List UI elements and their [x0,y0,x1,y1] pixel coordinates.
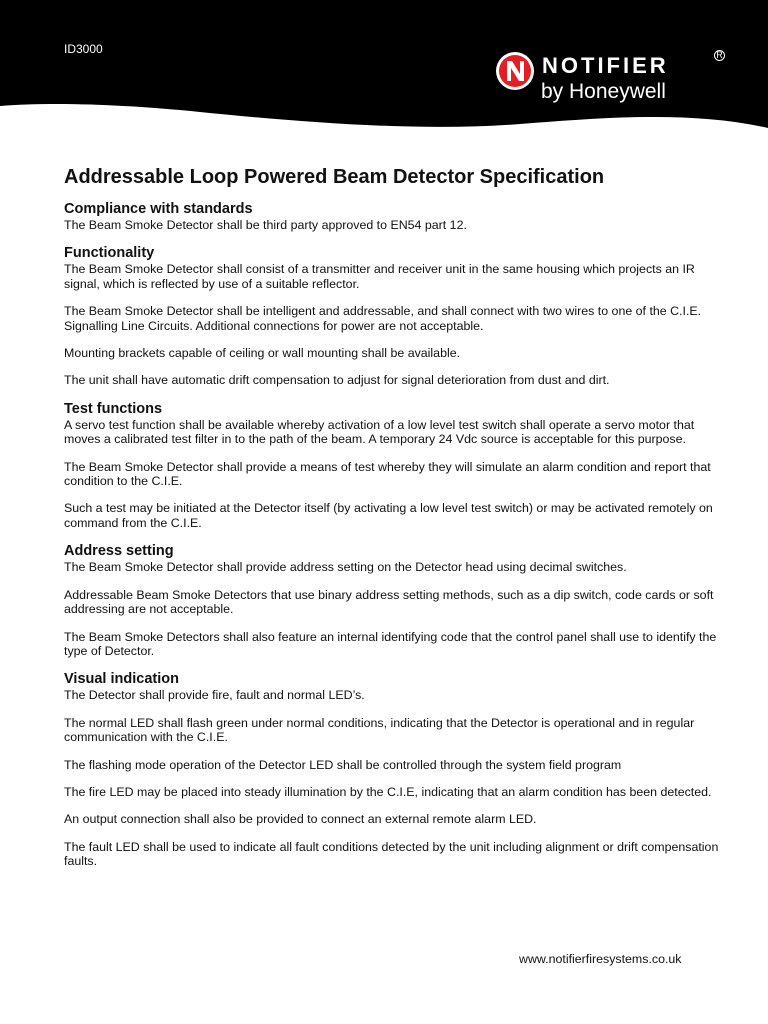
paragraph: The Beam Smoke Detector shall provide a means of test whereby they will simulate an alarm condition and report that condition to the C.I.E. [64,459,711,489]
paragraph: The flashing mode operation of the Detector LED shall be controlled through the system field program [64,757,622,772]
paragraph: The Beam Smoke Detector shall provide address setting on the Detector head using decimal switches. [64,560,627,575]
paragraph: The Beam Smoke Detectors shall also feature an internal identifying code that the control panel shall use to identify the type of Detector. [64,629,717,658]
paragraph: Such a test may be initiated at the Detector itself (by activating a low level test switch) or may be activated remotely on command from the C.I.E. [64,501,713,530]
footer-website-link[interactable]: www.notifierfiresystems.co.uk [519,952,682,966]
paragraph: The Beam Smoke Detector shall be intelligent and addressable, and shall connect with two wires to one of the C.I.E. Signalling Line Circuits. Additional connections for power are not acceptable. [64,304,702,333]
paragraph: The normal LED shall flash green under normal conditions, indicating that the Detector is operational and in regular communication with the C.I.E. [64,715,695,745]
header-band [0,0,768,160]
section-heading: Test functions [64,400,163,417]
paragraph: The fault LED shall be used to indicate all fault conditions detected by the unit including alignment or drift compensation faults. [64,839,719,869]
notifier-n-icon [494,50,536,92]
section-heading: Compliance with standards [64,201,253,217]
paragraph: The unit shall have automatic drift compensation to adjust for signal deterioration from dust and dirt. [64,373,610,388]
paragraph: The fire LED may be placed into steady illumination by the C.I.E, indicating that an alarm condition has been detected. [64,784,712,799]
paragraph: The Beam Smoke Detector shall consist of a transmitter and receiver unit in the same housing which projects an IR signal, which is reflected by use of a suitable reflector. [64,262,695,291]
brand-subtitle: by Honeywell [541,80,666,103]
notifier-logo [494,48,734,108]
page-title: Addressable Loop Powered Beam Detector Specification [64,166,605,188]
document-body [64,166,734,869]
registered-mark: R [714,50,725,61]
paragraph: The Beam Smoke Detector shall be third party approved to EN54 part 12. [64,218,467,232]
section-heading: Functionality [64,245,155,262]
paragraph: An output connection shall also be provided to connect an external remote alarm LED. [64,812,537,827]
paragraph: The Detector shall provide fire, fault and normal LED’s. [64,688,365,703]
document-code: ID3000 [64,42,103,56]
section-heading: Visual indication [64,671,179,688]
paragraph: Mounting brackets capable of ceiling or wall mounting shall be available. [64,346,461,361]
section-heading: Address setting [64,543,174,560]
paragraph: A servo test function shall be available whereby activation of a low level test switch shall operate a servo motor that moves a calibrated test filter in to the path of the beam. A temporary 24 Vdc source is acceptable for this purpose. [64,417,695,447]
brand-name: NOTIFIER [542,53,669,78]
paragraph: Addressable Beam Smoke Detectors that use binary address setting methods, such as a dip switch, code cards or soft addressing are not acceptable. [64,587,714,617]
